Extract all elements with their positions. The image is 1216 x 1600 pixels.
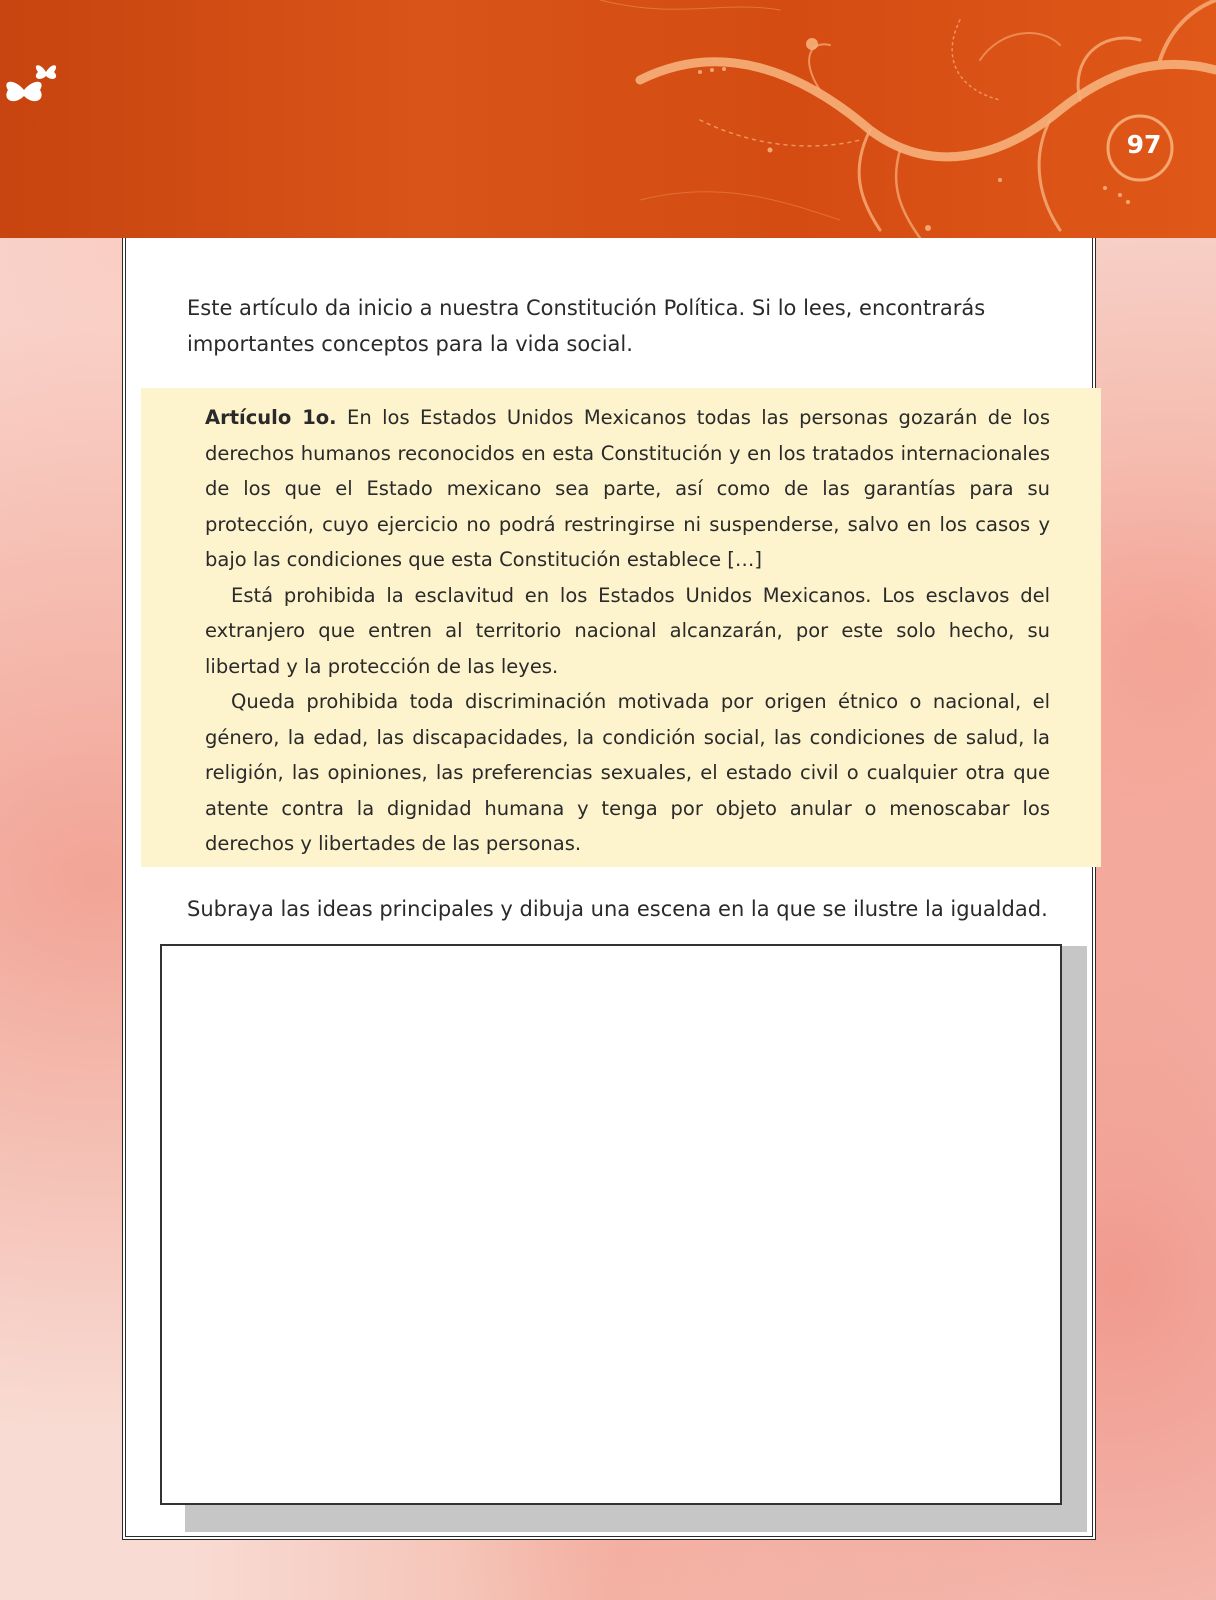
header-banner — [0, 0, 1216, 238]
article-heading: Artículo 1o. — [205, 406, 337, 429]
article-paragraph-1 — [205, 400, 1050, 578]
drawing-area[interactable] — [160, 944, 1062, 1505]
butterfly-icon — [6, 82, 41, 101]
page-number: 97 — [1126, 130, 1162, 159]
article-paragraph-3: Queda prohibida toda discriminación motivada por origen étnico o nacional, el género, la edad, las discapacidades, la condición social, las condiciones de salud, la religión, las opiniones, las preferencias sexuales, el estado civil o cualquier otra que atente contra la dignidad humana y tenga por objeto anular o menoscabar los derechos y libertades de las personas. — [205, 690, 1050, 855]
butterflies-decoration — [0, 60, 70, 120]
butterfly-icon — [36, 65, 56, 79]
article-text — [205, 400, 1050, 862]
article-paragraph-1-text: En los Estados Unidos Mexicanos todas las personas gozarán de los derechos humanos reconocidos en esta Constitución y en los tratados internacionales de los que el Estado mexicano sea parte, así como de las garantías para su protección, cuyo ejercicio no podrá restringirse ni suspenderse, salvo en los casos y bajo las condiciones que esta Constitución establece […] — [205, 406, 1051, 571]
instruction-text: Subraya las ideas principales y dibuja una escena en la que se ilustre la igualdad. — [187, 897, 1048, 921]
floral-ornament — [0, 0, 1216, 238]
intro-text: Este artículo da inicio a nuestra Constitución Política. Si lo lees, encontrarás importantes conceptos para la vida social. — [187, 296, 986, 356]
article-paragraph-2: Está prohibida la esclavitud en los Estados Unidos Mexicanos. Los esclavos del extranjero que entren al territorio nacional alcanzarán, por este solo hecho, su libertad y la protección de las leyes. — [205, 583, 1050, 678]
